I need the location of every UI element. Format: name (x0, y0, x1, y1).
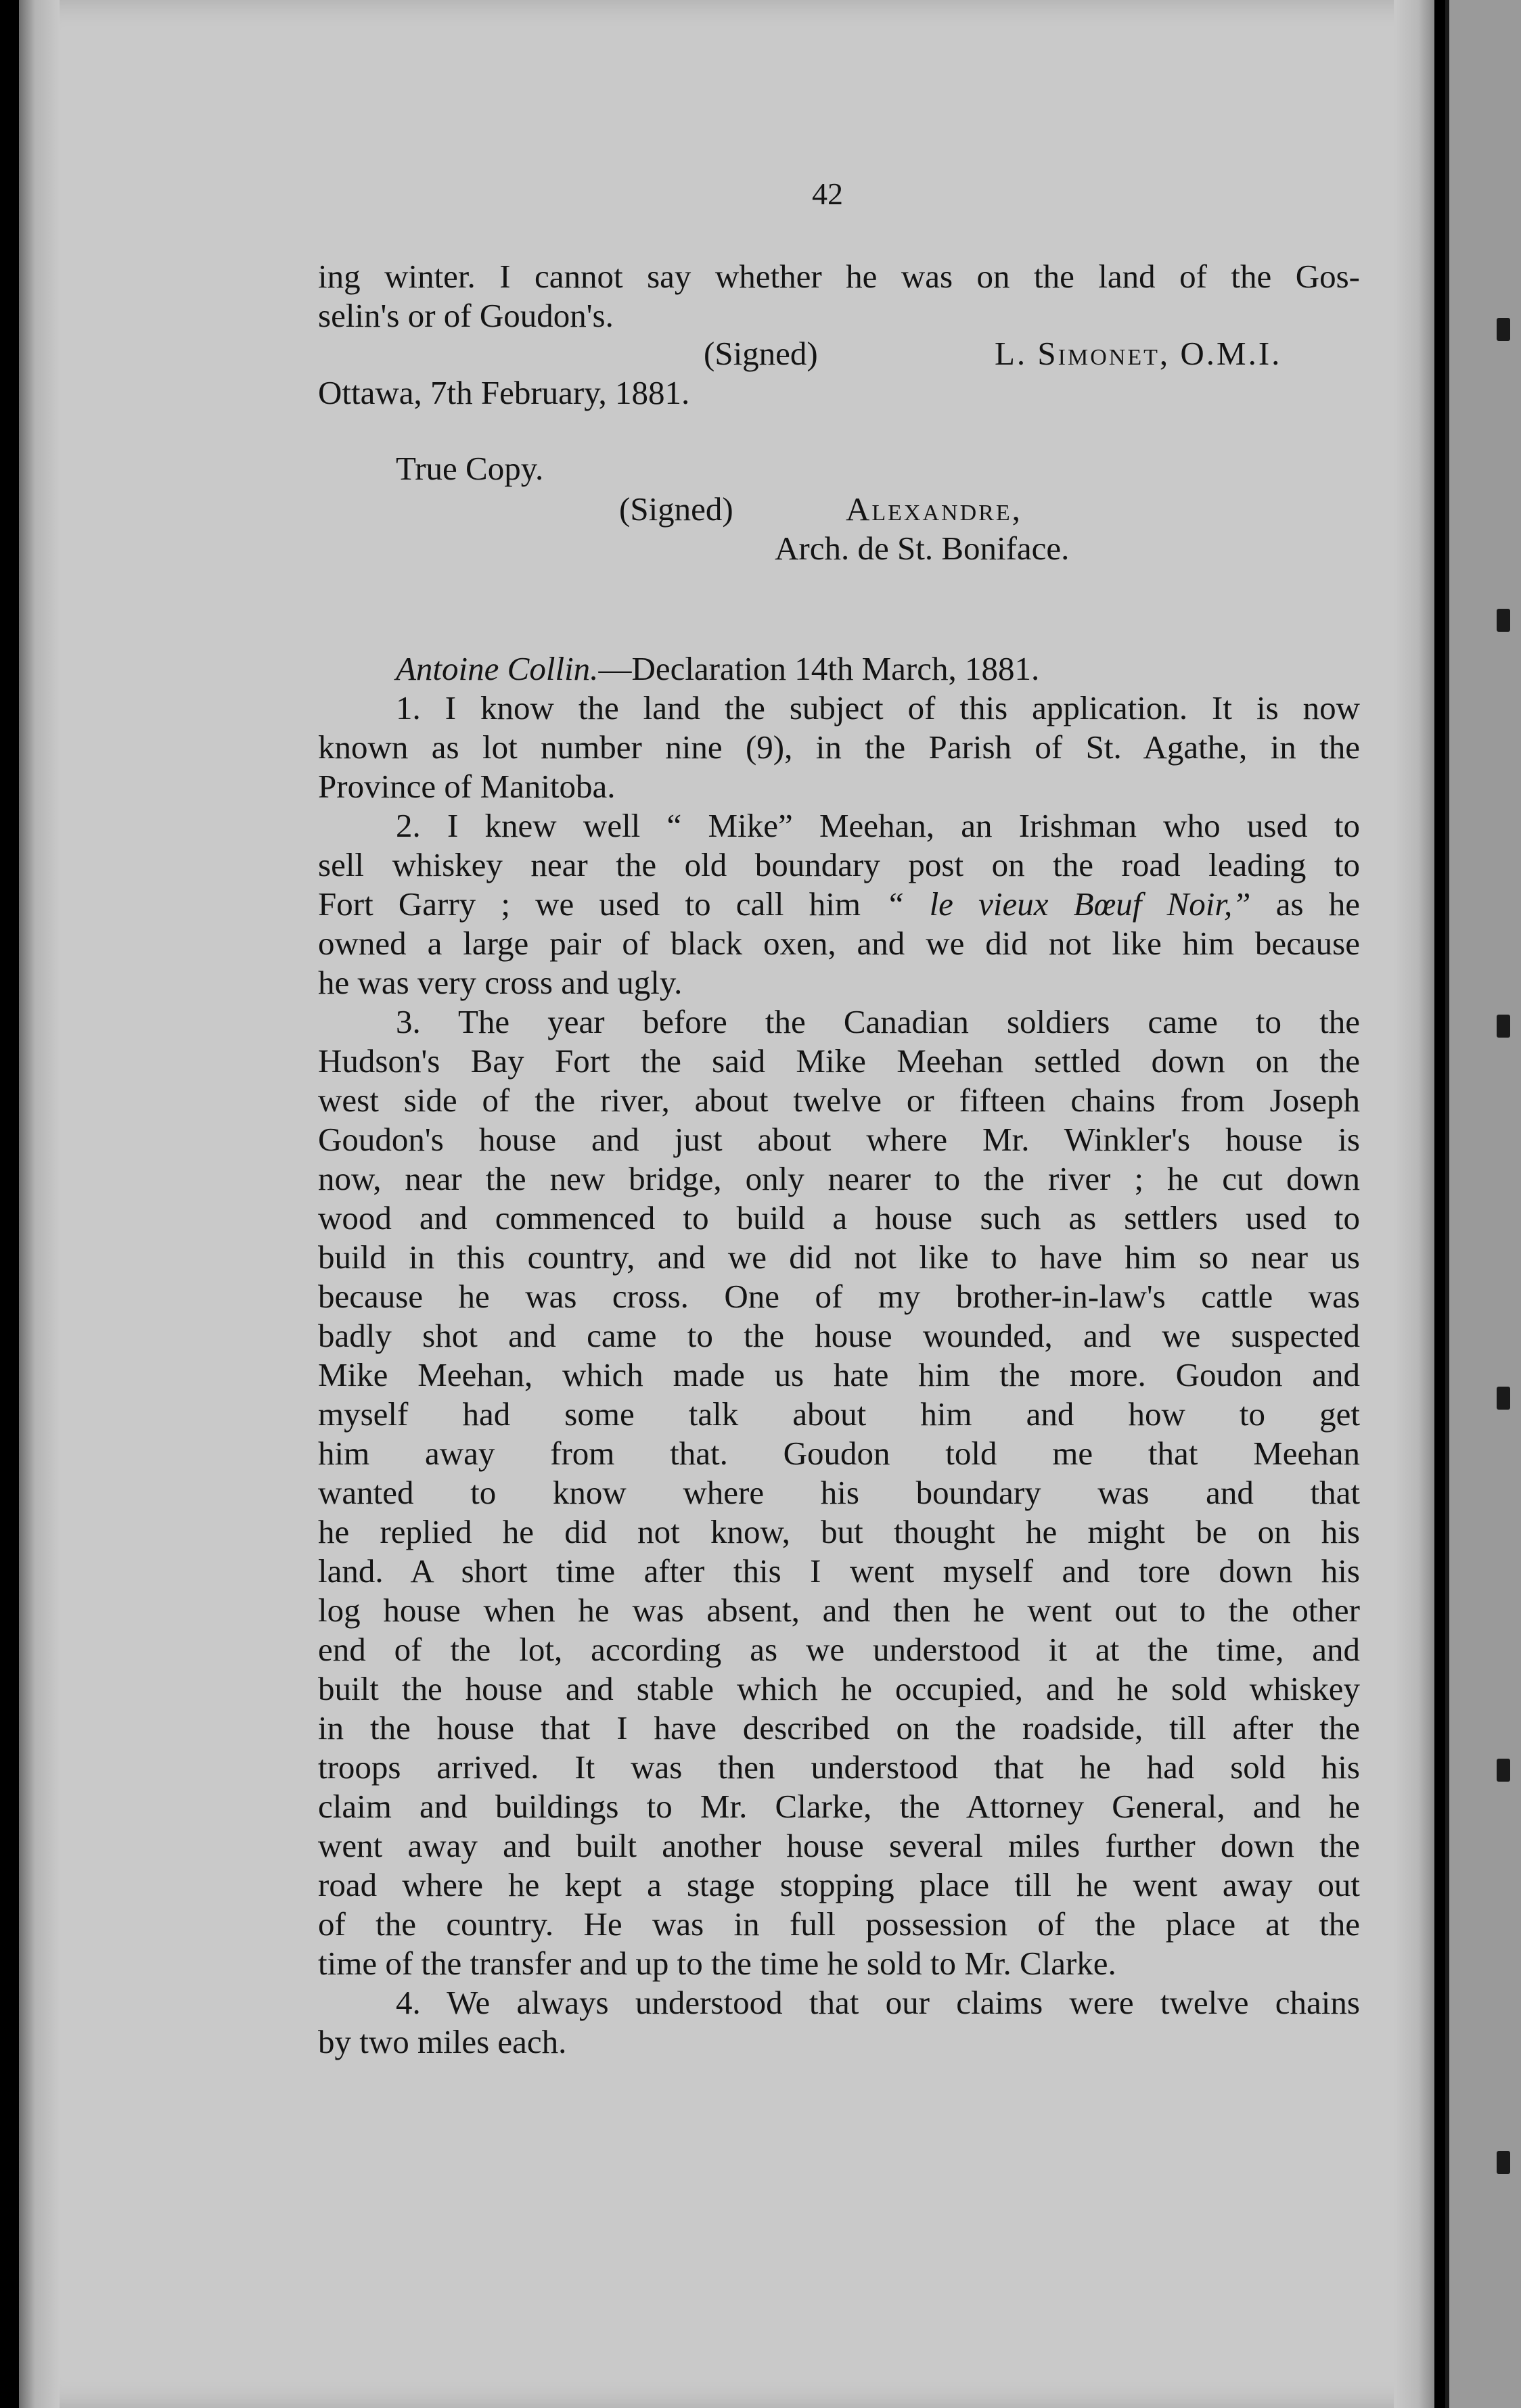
paragraph-line: end of the lot, according as we understood it at the time, and (318, 1631, 1360, 1668)
paragraph-line: 4. We always understood that our claims were twelve chains (396, 1984, 1360, 2021)
paragraph-line: sell whiskey near the old boundary post on the road leading to (318, 846, 1360, 883)
paragraph-line: went away and built another house several miles further down the (318, 1827, 1360, 1864)
paragraph-text: Fort Garry ; we used to call him (318, 885, 886, 923)
paragraph-line: built the house and stable which he occupied, and he sold whiskey (318, 1670, 1360, 1707)
paragraph-line: log house when he was absent, and then he went out to the other (318, 1592, 1360, 1629)
paragraph-line: wanted to know where his boundary was and that (318, 1474, 1360, 1511)
paragraph-line: of the country. He was in full possession of the place at the (318, 1905, 1360, 1943)
paragraph-line: Mike Meehan, which made us hate him the more. Goudon and (318, 1356, 1360, 1393)
paragraph-line: he replied he did not know, but thought he might be on his (318, 1513, 1360, 1550)
paragraph-line: known as lot number nine (9), in the Parish of St. Agathe, in the (318, 728, 1360, 766)
true-copy-label: True Copy. (396, 450, 544, 487)
paragraph-line: wood and commenced to build a house such as settlers used to (318, 1199, 1360, 1236)
document-body (318, 0, 1360, 2408)
paragraph-line: time of the transfer and up to the time he sold to Mr. Clarke. (318, 1945, 1116, 1982)
adjacent-page-mark (1497, 1387, 1510, 1410)
paragraph-line: in the house that I have described on the roadside, till after the (318, 1709, 1360, 1746)
page-gutter-shadow (19, 0, 60, 2408)
adjacent-page-sliver (1445, 0, 1521, 2408)
signatory-name: L. Simonet, O.M.I. (995, 335, 1282, 372)
paragraph-line: by two miles each. (318, 2023, 567, 2060)
page-right-edge (1394, 0, 1434, 2408)
paragraph-line (318, 885, 1360, 924)
paragraph-line: road where he kept a stage stopping place till he went away out (318, 1866, 1360, 1903)
continuation-line: ing winter. I cannot say whether he was on the land of the Gos- (318, 258, 1360, 295)
paragraph-line: now, near the new bridge, only nearer to the river ; he cut down (318, 1160, 1360, 1197)
signed-label: (Signed) (619, 490, 733, 528)
paragraph-line: him away from that. Goudon told me that Meehan (318, 1435, 1360, 1472)
paragraph-line: west side of the river, about twelve or fifteen chains from Joseph (318, 1082, 1360, 1119)
archbishop-name: Alexandre, (846, 490, 1022, 528)
paragraph-line: Province of Manitoba. (318, 768, 616, 805)
paragraph-line: 1. I know the land the subject of this application. It is now (396, 689, 1360, 726)
paragraph-line: badly shot and came to the house wounded, and we suspected (318, 1317, 1360, 1354)
declarant-name: Antoine Collin. (396, 650, 599, 687)
paragraph-line: myself had some talk about him and how to get (318, 1395, 1360, 1433)
page-number: 42 (812, 177, 843, 211)
paragraph-line: 2. I knew well “ Mike” Meehan, an Irishman who used to (396, 807, 1360, 844)
declaration-title: —Declaration 14th March, 1881. (598, 650, 1040, 687)
paragraph-line: claim and buildings to Mr. Clarke, the Attorney General, and he (318, 1788, 1360, 1825)
paragraph-line: owned a large pair of black oxen, and we did not like him because (318, 925, 1360, 962)
paragraph-line: because he was cross. One of my brother-in-law's cattle was (318, 1278, 1360, 1315)
archbishop-title: Arch. de St. Boniface. (775, 530, 1070, 567)
adjacent-page-mark (1497, 2151, 1510, 2174)
declaration-heading (396, 649, 1360, 689)
adjacent-page-mark (1497, 609, 1510, 632)
paragraph-line: he was very cross and ugly. (318, 964, 683, 1001)
adjacent-page-mark (1497, 1015, 1510, 1038)
adjacent-page-mark (1497, 318, 1510, 341)
signed-label: (Signed) (704, 335, 818, 372)
paragraph-line: Goudon's house and just about where Mr. Winkler's house is (318, 1121, 1360, 1158)
continuation-line: selin's or of Goudon's. (318, 297, 614, 334)
paragraph-line: build in this country, and we did not like to have him so near us (318, 1238, 1360, 1276)
paragraph-line: 3. The year before the Canadian soldiers came to the (396, 1003, 1360, 1040)
paragraph-line: land. A short time after this I went myself and tore down his (318, 1552, 1360, 1590)
adjacent-page-mark (1497, 1759, 1510, 1782)
nickname-quote: “ le vieux Bœuf Noir,” (886, 885, 1251, 923)
paragraph-text: as he (1250, 885, 1360, 923)
date-line: Ottawa, 7th February, 1881. (318, 374, 690, 411)
paragraph-line: Hudson's Bay Fort the said Mike Meehan settled down on the (318, 1042, 1360, 1080)
paragraph-line: troops arrived. It was then understood that he had sold his (318, 1749, 1360, 1786)
